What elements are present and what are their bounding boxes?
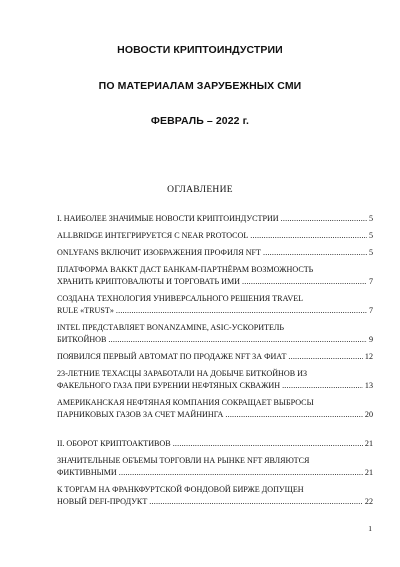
page-number: 1 — [368, 524, 372, 533]
toc-entry-page: 21 — [364, 439, 373, 448]
toc-entry[interactable] — [57, 213, 373, 225]
toc-entry-page: 13 — [364, 381, 373, 390]
toc-leader-dots — [119, 467, 363, 479]
toc-entry-title-line: ЗНАЧИТЕЛЬНЫЕ ОБЪЕМЫ ТОРГОВЛИ НА РЫНКЕ NFT ЯВЛЯЮТСЯ — [57, 456, 310, 465]
toc-entry-page: 22 — [364, 497, 373, 506]
toc-entry[interactable] — [57, 351, 373, 363]
toc-leader-dots — [288, 351, 363, 363]
toc-entry-page: 20 — [364, 410, 373, 419]
toc-entry[interactable] — [57, 322, 373, 346]
toc-entry-title-line: СОЗДАНА ТЕХНОЛОГИЯ УНИВЕРСАЛЬНОГО РЕШЕНИЯ TRAVEL — [57, 294, 304, 303]
toc-leader-dots — [263, 247, 367, 259]
document-subtitle: ПО МАТЕРИАЛАМ ЗАРУБЕЖНЫХ СМИ — [98, 80, 302, 92]
toc-entry-page: 7 — [368, 306, 373, 315]
toc-entry-page: 9 — [368, 335, 373, 344]
toc-entry-title-line: ПЛАТФОРМА BAKKT ДАСТ БАНКАМ-ПАРТНЁРАМ ВОЗМОЖНОСТЬ — [57, 265, 314, 274]
toc-leader-dots — [116, 305, 367, 317]
toc-leader-dots — [282, 380, 363, 392]
toc-entry[interactable] — [57, 484, 373, 508]
toc-entry-title: II. ОБОРОТ КРИПТОАКТИВОВ — [57, 439, 171, 448]
toc-entry-page: 5 — [368, 214, 373, 223]
toc-leader-dots — [250, 230, 367, 242]
toc-entry-page: 7 — [368, 277, 373, 286]
document-title: НОВОСТИ КРИПТОИНДУСТРИИ — [117, 44, 283, 56]
toc-entry-page: 5 — [368, 231, 373, 240]
toc-entry-title: БИТКОЙНОВ — [57, 335, 107, 344]
toc-entry-title: ФАКЕЛЬНОГО ГАЗА ПРИ БУРЕНИИ НЕФТЯНЫХ СКВАЖИН — [57, 381, 281, 390]
toc-entry[interactable] — [57, 264, 373, 288]
toc-entry-title: ФИКТИВНЫМИ — [57, 468, 117, 477]
toc-leader-dots — [149, 496, 363, 508]
toc-leader-dots — [173, 438, 363, 450]
toc-entry-title: I. НАИБОЛЕЕ ЗНАЧИМЫЕ НОВОСТИ КРИПТОИНДУСТРИИ — [57, 214, 279, 223]
toc-entry-title-line: АМЕРИКАНСКАЯ НЕФТЯНАЯ КОМПАНИЯ СОКРАЩАЕТ ВЫБРОСЫ — [57, 398, 314, 407]
toc-leader-dots — [242, 276, 367, 288]
document-date: ФЕВРАЛЬ – 2022 г. — [150, 115, 250, 127]
toc-leader-dots — [108, 334, 367, 346]
toc-entry[interactable] — [57, 230, 373, 242]
toc-entry[interactable] — [57, 247, 373, 259]
toc-entry-title-line: К ТОРГАМ НА ФРАНКФУРТСКОЙ ФОНДОВОЙ БИРЖЕ ДОПУЩЕН — [57, 485, 304, 494]
toc-entry[interactable] — [57, 397, 373, 421]
toc-entry-page: 5 — [368, 248, 373, 257]
toc-leader-dots — [281, 213, 367, 225]
toc-entry-title: ХРАНИТЬ КРИПТОВАЛЮТЫ И ТОРГОВАТЬ ИМИ — [57, 277, 240, 286]
toc-entry-title-line: INTEL ПРЕДСТАВЛЯЕТ BONANZAMINE, ASIC-УСКОРИТЕЛЬ — [57, 323, 284, 332]
toc-entry-title: ONLYFANS ВКЛЮЧИТ ИЗОБРАЖЕНИЯ ПРОФИЛЯ NFT — [57, 248, 261, 257]
toc-entry-title: RULE «TRUST» — [57, 306, 114, 315]
toc-entry-page: 21 — [364, 468, 373, 477]
toc-entry[interactable] — [57, 293, 373, 317]
toc-entry-title-line: 23-ЛЕТНИЕ ТЕХАСЦЫ ЗАРАБОТАЛИ НА ДОБЫЧЕ БИТКОЙНОВ ИЗ — [57, 369, 308, 378]
toc-entry-title: НОВЫЙ DEFI-ПРОДУКТ — [57, 497, 148, 506]
toc-entry-title: ALLBRIDGE ИНТЕГРИРУЕТСЯ С NEAR PROTOCOL — [57, 231, 249, 240]
table-of-contents — [57, 213, 373, 513]
toc-entry-title: ПАРНИКОВЫХ ГАЗОВ ЗА СЧЕТ МАЙНИНГА — [57, 410, 224, 419]
toc-entry[interactable] — [57, 438, 373, 450]
toc-heading: ОГЛАВЛЕНИЕ — [167, 185, 233, 195]
toc-entry[interactable] — [57, 368, 373, 392]
toc-entry-page: 12 — [364, 352, 373, 361]
toc-entry-title: ПОЯВИЛСЯ ПЕРВЫЙ АВТОМАТ ПО ПРОДАЖЕ NFT ЗА ФИАТ — [57, 352, 287, 361]
toc-entry[interactable] — [57, 455, 373, 479]
toc-leader-dots — [225, 409, 363, 421]
